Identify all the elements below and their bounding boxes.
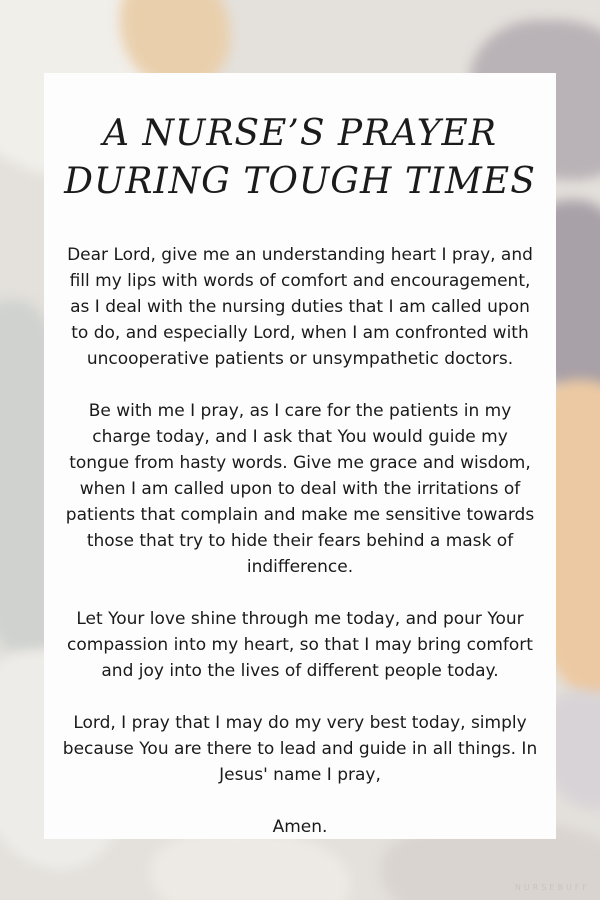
prayer-paragraph: Let Your love shine through me today, and pour Your compassion into my heart, so that I may bring comfort and joy into the lives of different people today. [67,609,533,681]
title-line: DURING TOUGH TIMES [64,161,536,202]
title-line: A NURSE’S PRAYER [103,113,497,154]
prayer-closing: Amen. [272,817,328,837]
prayer-card [44,73,556,839]
prayer-paragraph: Dear Lord, give me an understanding heart I pray, and fill my lips with words of comfort and encouragement, as I deal with the nursing duties that I am called upon to do, and especially Lord, when I am confronted with uncooperative patients or unsympathetic doctors. [67,245,533,369]
prayer-paragraph: Be with me I pray, as I care for the patients in my charge today, and I ask that You would guide my tongue from hasty words. Give me grace and wisdom, when I am called upon to deal with the irritations of patients that complain and make me sensitive towards those that try to hide their fears behind a mask of indifference. [65,401,535,577]
watermark: NURSEBUFF [514,883,590,892]
paint-stroke [150,830,350,900]
prayer-body [44,242,556,840]
prayer-paragraph: Lord, I pray that I may do my very best today, simply because You are there to lead and guide in all things. In Jesus' name I pray, [62,713,538,785]
prayer-title [44,73,556,206]
